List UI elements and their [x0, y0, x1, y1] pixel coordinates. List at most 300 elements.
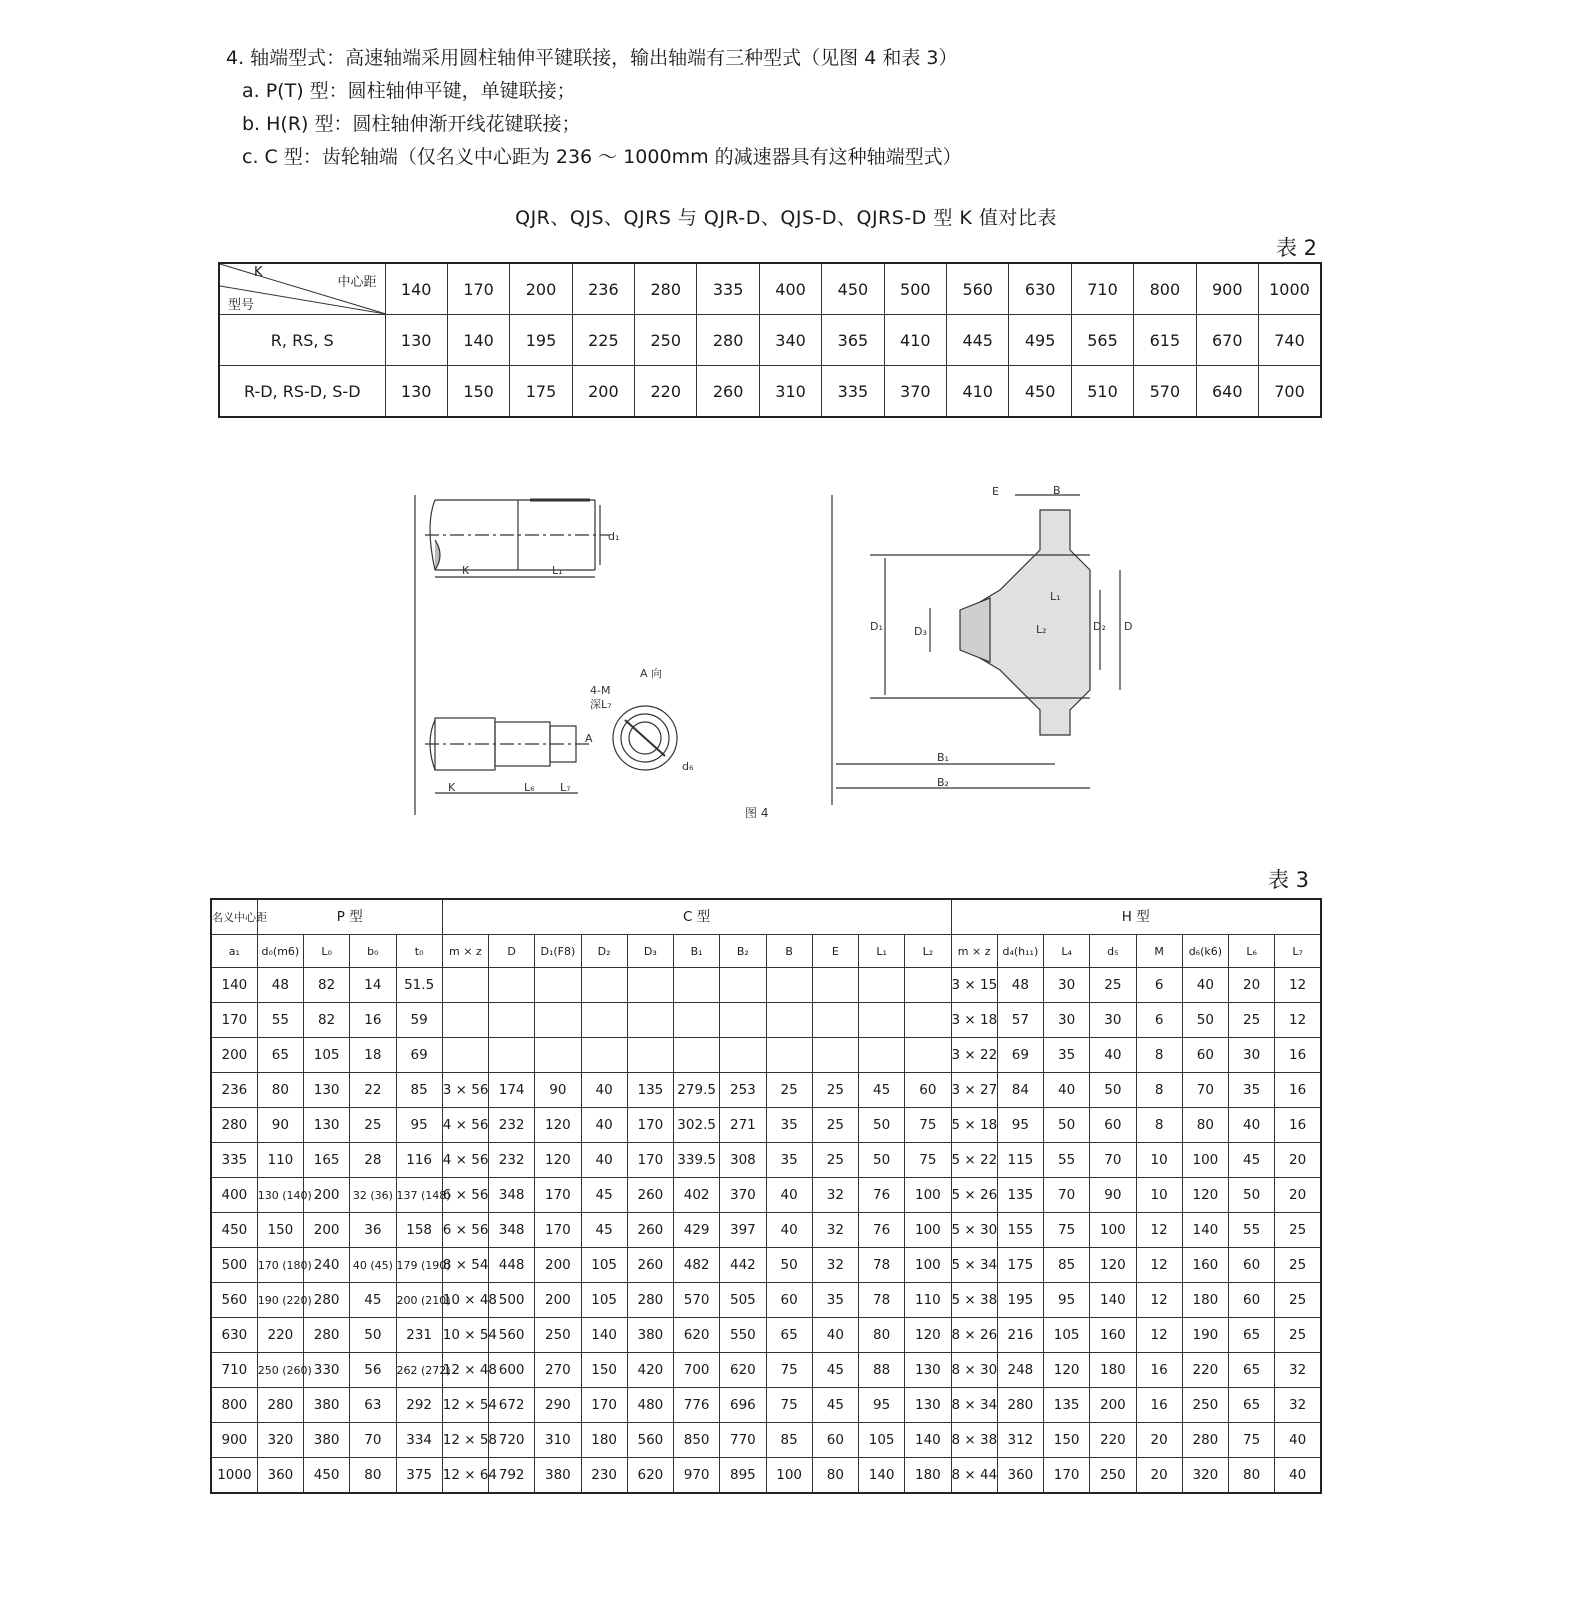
- table2-value-cell: 640: [1196, 366, 1258, 418]
- table3-cell: 480: [627, 1388, 673, 1423]
- table3-cell: 40: [766, 1178, 812, 1213]
- table3-row: [211, 1178, 1321, 1213]
- table3-cell: 135: [627, 1073, 673, 1108]
- table3-cell: 120: [535, 1143, 581, 1178]
- table3-cell: 32: [812, 1178, 858, 1213]
- table3-cell: 40: [581, 1073, 627, 1108]
- table3-cell: 100: [1090, 1213, 1136, 1248]
- table3-cell: 280: [997, 1388, 1043, 1423]
- table3-cell: 105: [581, 1283, 627, 1318]
- gear-hub: [960, 598, 990, 662]
- table3-header-cell: b₀: [350, 935, 396, 968]
- table3-header-cell: L₆: [1229, 935, 1275, 968]
- shaft-end-dimensions-table: [210, 898, 1322, 1494]
- table2-distance-cell: 450: [822, 263, 884, 315]
- table3-cell: [674, 968, 720, 1003]
- table3-cell: [674, 1003, 720, 1038]
- table3-cell: 50: [859, 1143, 905, 1178]
- table3-cell: [535, 1038, 581, 1073]
- table2-value-cell: 495: [1009, 315, 1071, 366]
- table3-cell: 170: [535, 1213, 581, 1248]
- table2-value-cell: 740: [1258, 315, 1321, 366]
- table3-cell: 320: [257, 1423, 303, 1458]
- table3-cell: 100: [905, 1248, 951, 1283]
- table3-cell: [535, 1003, 581, 1038]
- table3-cell: [859, 968, 905, 1003]
- label-d3: D₃: [914, 625, 927, 638]
- table3-row: [211, 1143, 1321, 1178]
- table3-cell: [627, 1038, 673, 1073]
- table3-cell: 550: [720, 1318, 766, 1353]
- table3-cell: 8 × 30: [951, 1353, 997, 1388]
- table3-cell: 672: [489, 1388, 535, 1423]
- table3-cell: 5 × 18: [951, 1108, 997, 1143]
- table3-cell: 190 (220): [257, 1283, 303, 1318]
- table2-value-cell: 200: [572, 366, 634, 418]
- table3-cell: 280: [1182, 1423, 1228, 1458]
- table2-distance-cell: 200: [510, 263, 572, 315]
- table2-distance-cell: 900: [1196, 263, 1258, 315]
- table3-cell: 158: [396, 1213, 442, 1248]
- table3-cell: [766, 1038, 812, 1073]
- table3-cell: [905, 1003, 951, 1038]
- table2-distance-cell: 170: [447, 263, 509, 315]
- table3-cell: 25: [812, 1108, 858, 1143]
- table3-cell: 450: [304, 1458, 350, 1494]
- table3-cell: 1000: [211, 1458, 257, 1494]
- table3-cell: 150: [1044, 1423, 1090, 1458]
- table3-cell: 360: [997, 1458, 1043, 1494]
- table3-cell: 230: [581, 1458, 627, 1494]
- table3-cell: 570: [674, 1283, 720, 1318]
- table3-cell: 10: [1136, 1178, 1182, 1213]
- table3-header-cell: B: [766, 935, 812, 968]
- table3-cell: 50: [1229, 1178, 1275, 1213]
- table3-header-cell: a₁: [211, 935, 257, 968]
- table3-cell: 14: [350, 968, 396, 1003]
- table3-cell: [581, 1038, 627, 1073]
- table3-cell: 280: [211, 1108, 257, 1143]
- table3-cell: 180: [581, 1423, 627, 1458]
- table3-cell: 8 × 38: [951, 1423, 997, 1458]
- table3-cell: 60: [812, 1423, 858, 1458]
- table2-row: [219, 366, 1321, 418]
- table3-cell: 140: [211, 968, 257, 1003]
- table3-header-cell: D₁(F8): [535, 935, 581, 968]
- corner-k: K: [254, 265, 263, 280]
- label-ds: d₆: [682, 760, 694, 773]
- table2-corner-cell: [219, 263, 385, 315]
- table2-distance-cell: 560: [947, 263, 1009, 315]
- table3-cell: 4 × 56: [442, 1143, 488, 1178]
- table3-cell: 170: [1044, 1458, 1090, 1494]
- table3-cell: 85: [766, 1423, 812, 1458]
- table2-value-cell: 570: [1134, 366, 1196, 418]
- table3-cell: 792: [489, 1458, 535, 1494]
- table3-cell: 50: [859, 1108, 905, 1143]
- table3-cell: 250 (260): [257, 1353, 303, 1388]
- table3-header-cell: D₃: [627, 935, 673, 968]
- table3-cell: 130 (140): [257, 1178, 303, 1213]
- table3-cell: 80: [812, 1458, 858, 1494]
- table3-cell: 200: [304, 1213, 350, 1248]
- table3-cell: 135: [997, 1178, 1043, 1213]
- table3-cell: 5 × 26: [951, 1178, 997, 1213]
- table3-cell: 429: [674, 1213, 720, 1248]
- table3-cell: 16: [1136, 1353, 1182, 1388]
- table3-cell: 696: [720, 1388, 766, 1423]
- table3-cell: 12: [1275, 968, 1321, 1003]
- table3-cell: 60: [1182, 1038, 1228, 1073]
- table3-cell: 82: [304, 1003, 350, 1038]
- table3-cell: 110: [905, 1283, 951, 1318]
- table3-cell: 280: [304, 1283, 350, 1318]
- table3-tag: 表 3: [1268, 868, 1310, 892]
- table3-cell: 80: [1229, 1458, 1275, 1494]
- table3-cell: [905, 968, 951, 1003]
- table3-cell: 50: [1182, 1003, 1228, 1038]
- shaft-end-figure: [400, 480, 1160, 830]
- table3-cell: [442, 1003, 488, 1038]
- table3-cell: [581, 968, 627, 1003]
- table3-cell: 180: [1090, 1353, 1136, 1388]
- table3-header-cell: L₁: [859, 935, 905, 968]
- table3-cell: 895: [720, 1458, 766, 1494]
- table3-cell: 50: [766, 1248, 812, 1283]
- table3-cell: 12 × 54: [442, 1388, 488, 1423]
- table3-cell: 150: [257, 1213, 303, 1248]
- table3-cell: 620: [627, 1458, 673, 1494]
- table3-cell: 271: [720, 1108, 766, 1143]
- table3-cell: 720: [489, 1423, 535, 1458]
- table3-cell: 56: [350, 1353, 396, 1388]
- table3-cell: 175: [997, 1248, 1043, 1283]
- table2-distance-cell: 140: [385, 263, 447, 315]
- table3-cell: [489, 968, 535, 1003]
- table3-cell: 95: [859, 1388, 905, 1423]
- table3-cell: 75: [766, 1353, 812, 1388]
- table3-cell: 28: [350, 1143, 396, 1178]
- table3-row: [211, 1283, 1321, 1318]
- table3-cell: 236: [211, 1073, 257, 1108]
- label-d1: d₁: [608, 530, 620, 543]
- table3-cell: [766, 968, 812, 1003]
- table3-cell: 60: [766, 1283, 812, 1318]
- table3-cell: 57: [997, 1003, 1043, 1038]
- table3-cell: 69: [997, 1038, 1043, 1073]
- table2-distance-cell: 400: [759, 263, 821, 315]
- table3-cell: 40: [581, 1108, 627, 1143]
- label-4m: 4-M: [590, 684, 611, 697]
- table3-cell: 174: [489, 1073, 535, 1108]
- table3-cell: 35: [812, 1283, 858, 1318]
- table3-cell: 130: [905, 1388, 951, 1423]
- diagonal-header: [220, 264, 385, 314]
- table2-distance-cell: 1000: [1258, 263, 1321, 315]
- table3-cell: [720, 1003, 766, 1038]
- table3-cell: 10 × 54: [442, 1318, 488, 1353]
- table3-row: [211, 1073, 1321, 1108]
- table3-cell: 35: [766, 1108, 812, 1143]
- table3-cell: 30: [1044, 968, 1090, 1003]
- table3-cell: 3 × 22: [951, 1038, 997, 1073]
- table3-cell: 25: [1275, 1248, 1321, 1283]
- table3-cell: 25: [1275, 1283, 1321, 1318]
- table3-cell: 80: [350, 1458, 396, 1494]
- table3-cell: 75: [905, 1143, 951, 1178]
- label-l6: L₆: [524, 781, 535, 794]
- table2-row-label: R-D, RS-D, S-D: [219, 366, 385, 418]
- table3-cell: 179 (190): [396, 1248, 442, 1283]
- table3-cell: 195: [997, 1283, 1043, 1318]
- table3-cell: 170: [627, 1143, 673, 1178]
- table3-cell: [442, 968, 488, 1003]
- table3-cell: 120: [1182, 1178, 1228, 1213]
- table3-row: [211, 968, 1321, 1003]
- table3-cell: 32: [812, 1213, 858, 1248]
- table3-cell: 6 × 56: [442, 1213, 488, 1248]
- table3-cell: 40: [1275, 1423, 1321, 1458]
- table3-cell: 200 (210): [396, 1283, 442, 1318]
- table3-cell: 8 × 44: [951, 1458, 997, 1494]
- table3-cell: [905, 1038, 951, 1073]
- table2-value-cell: 220: [635, 366, 697, 418]
- table3-cell: 5 × 30: [951, 1213, 997, 1248]
- table3-cell: 170: [627, 1108, 673, 1143]
- table2-distance-cell: 630: [1009, 263, 1071, 315]
- table2-value-cell: 260: [697, 366, 759, 418]
- table3-cell: 20: [1229, 968, 1275, 1003]
- table3-cell: 40: [581, 1143, 627, 1178]
- label-l2: L₂: [1036, 623, 1047, 636]
- table3-cell: 12 × 58: [442, 1423, 488, 1458]
- table2-distance-cell: 236: [572, 263, 634, 315]
- table3-cell: 65: [1229, 1318, 1275, 1353]
- table3-cell: 32: [1275, 1388, 1321, 1423]
- table3-cell: 75: [905, 1108, 951, 1143]
- table3-cell: 8 × 26: [951, 1318, 997, 1353]
- table2-value-cell: 335: [822, 366, 884, 418]
- table3-cell: 51.5: [396, 968, 442, 1003]
- table3-cell: 90: [257, 1108, 303, 1143]
- table3-cell: 35: [1229, 1073, 1275, 1108]
- table3-cell: 45: [581, 1178, 627, 1213]
- table3-cell: 560: [211, 1283, 257, 1318]
- table3-cell: 50: [1090, 1073, 1136, 1108]
- table3-cell: 25: [1275, 1213, 1321, 1248]
- table3-cell: 16: [1275, 1038, 1321, 1073]
- table3-cell: 25: [1229, 1003, 1275, 1038]
- table3-cell: 348: [489, 1213, 535, 1248]
- table3-cell: 200: [1090, 1388, 1136, 1423]
- label-k: K: [462, 564, 470, 577]
- table3-header-cell: m × z: [951, 935, 997, 968]
- table3-cell: 25: [350, 1108, 396, 1143]
- table3-header-cell: D₂: [581, 935, 627, 968]
- table3-cell: 630: [211, 1318, 257, 1353]
- table3-cell: 100: [905, 1213, 951, 1248]
- table2-value-cell: 615: [1134, 315, 1196, 366]
- table3-row: [211, 1388, 1321, 1423]
- table3-cell: 16: [1275, 1108, 1321, 1143]
- label-b2: B₂: [937, 776, 949, 789]
- table3-row: [211, 1423, 1321, 1458]
- table3-cell: 80: [1182, 1108, 1228, 1143]
- table3-cell: 200: [304, 1178, 350, 1213]
- table3-cell: 380: [627, 1318, 673, 1353]
- table3-cell: 100: [766, 1458, 812, 1494]
- table3-cell: 50: [350, 1318, 396, 1353]
- table3-cell: 3 × 18: [951, 1003, 997, 1038]
- table3-cell: 55: [1229, 1213, 1275, 1248]
- table3-cell: 200: [535, 1283, 581, 1318]
- table3-cell: 8 × 34: [951, 1388, 997, 1423]
- table3-cell: 32: [812, 1248, 858, 1283]
- table2-distance-cell: 500: [884, 263, 946, 315]
- table3-cell: 500: [211, 1248, 257, 1283]
- table3-cell: 120: [1090, 1248, 1136, 1283]
- table3-cell: 75: [766, 1388, 812, 1423]
- table3-cell: 5 × 38: [951, 1283, 997, 1318]
- table3-cell: 110: [257, 1143, 303, 1178]
- intro-line-4: c. C 型：齿轮轴端（仅名义中心距为 236 ～ 1000mm 的减速器具有这种轴端型式）: [242, 146, 962, 168]
- table2-value-cell: 565: [1071, 315, 1133, 366]
- table3-cell: 3 × 27: [951, 1073, 997, 1108]
- table3-header-cell: m × z: [442, 935, 488, 968]
- table3-cell: 65: [766, 1318, 812, 1353]
- table3-cell: 20: [1136, 1458, 1182, 1494]
- table3-cell: 308: [720, 1143, 766, 1178]
- table3-cell: 6 × 56: [442, 1178, 488, 1213]
- table3-cell: 100: [905, 1178, 951, 1213]
- table2-value-cell: 700: [1258, 366, 1321, 418]
- table3-cell: 375: [396, 1458, 442, 1494]
- shaft-break-2: [430, 720, 435, 770]
- table2-value-cell: 250: [635, 315, 697, 366]
- table3-cell: 334: [396, 1423, 442, 1458]
- table3-cell: 55: [257, 1003, 303, 1038]
- table3-cell: 60: [905, 1073, 951, 1108]
- table3-header-cell: B₁: [674, 935, 720, 968]
- table2-value-cell: 175: [510, 366, 572, 418]
- table3-cell: 105: [581, 1248, 627, 1283]
- group-nominal-distance: 名义中心距: [211, 899, 257, 935]
- table3-cell: 262 (272): [396, 1353, 442, 1388]
- table3-cell: 75: [1044, 1213, 1090, 1248]
- table3-cell: 40: [1275, 1458, 1321, 1494]
- table3-cell: 60: [1229, 1283, 1275, 1318]
- table3-cell: 220: [1182, 1353, 1228, 1388]
- intro-line-3: b. H(R) 型：圆柱轴伸渐开线花键联接；: [242, 113, 581, 135]
- table3-cell: 75: [1229, 1423, 1275, 1458]
- table3-cell: 120: [905, 1318, 951, 1353]
- table3-cell: 16: [1275, 1073, 1321, 1108]
- table3-group-row: [211, 899, 1321, 935]
- table3-cell: 250: [1090, 1458, 1136, 1494]
- table3-cell: 69: [396, 1038, 442, 1073]
- gear-body: [975, 510, 1090, 735]
- table3-cell: 850: [674, 1423, 720, 1458]
- table3-cell: 335: [211, 1143, 257, 1178]
- table3-cell: 970: [674, 1458, 720, 1494]
- table3-cell: 6: [1136, 1003, 1182, 1038]
- table3-cell: 48: [997, 968, 1043, 1003]
- table3-cell: 25: [766, 1073, 812, 1108]
- table3-cell: [859, 1038, 905, 1073]
- table3-cell: 180: [1182, 1283, 1228, 1318]
- table2-distance-cell: 710: [1071, 263, 1133, 315]
- corner-model: 型号: [228, 298, 255, 313]
- intro-line-1: 4. 轴端型式：高速轴端采用圆柱轴伸平键联接，输出轴端有三种型式（见图 4 和表 3）: [226, 47, 958, 69]
- table3-cell: 25: [1275, 1318, 1321, 1353]
- intro-text: [226, 42, 962, 174]
- table3-cell: 70: [350, 1423, 396, 1458]
- table2-row-label: R, RS, S: [219, 315, 385, 366]
- table3-cell: 8: [1136, 1108, 1182, 1143]
- table3-row: [211, 1353, 1321, 1388]
- table3-cell: 165: [304, 1143, 350, 1178]
- table3-cell: 45: [1229, 1143, 1275, 1178]
- table2-value-cell: 195: [510, 315, 572, 366]
- label-deep: 深L₇: [590, 698, 612, 711]
- table3-cell: 710: [211, 1353, 257, 1388]
- table3-cell: 78: [859, 1283, 905, 1318]
- table3-cell: 10 × 48: [442, 1283, 488, 1318]
- table3-cell: 95: [396, 1108, 442, 1143]
- table3-cell: 339.5: [674, 1143, 720, 1178]
- table2-distance-cell: 335: [697, 263, 759, 315]
- table3-cell: 279.5: [674, 1073, 720, 1108]
- table3-cell: 620: [674, 1318, 720, 1353]
- table3-cell: 105: [304, 1038, 350, 1073]
- table3-cell: 220: [1090, 1423, 1136, 1458]
- table3-cell: 60: [1229, 1248, 1275, 1283]
- table3-cell: 45: [350, 1283, 396, 1318]
- table3-cell: 65: [1229, 1388, 1275, 1423]
- table3-cell: 32: [1275, 1353, 1321, 1388]
- table3-cell: 170: [535, 1178, 581, 1213]
- table3-cell: 8: [1136, 1073, 1182, 1108]
- table3-cell: 20: [1275, 1178, 1321, 1213]
- a-view-axis: [625, 720, 665, 756]
- label-a: A: [585, 732, 593, 745]
- table3-cell: 140: [1182, 1213, 1228, 1248]
- table2-value-cell: 140: [447, 315, 509, 366]
- label-d1-c: D₁: [870, 620, 883, 633]
- table3-header-cell: L₇: [1275, 935, 1321, 968]
- table3-cell: 248: [997, 1353, 1043, 1388]
- table3-cell: [489, 1038, 535, 1073]
- table3-cell: 600: [489, 1353, 535, 1388]
- table3-cell: 200: [535, 1248, 581, 1283]
- table3-cell: 232: [489, 1143, 535, 1178]
- table3-cell: 12: [1136, 1213, 1182, 1248]
- table3-cell: 220: [257, 1318, 303, 1353]
- label-k-2: K: [448, 781, 456, 794]
- table3-cell: [581, 1003, 627, 1038]
- table3-cell: 40: [812, 1318, 858, 1353]
- table3-header-cell: d₀(m6): [257, 935, 303, 968]
- table3-cell: 560: [627, 1423, 673, 1458]
- table3-cell: 770: [720, 1423, 766, 1458]
- table3-cell: 95: [997, 1108, 1043, 1143]
- table3-header-cell: d₆(k6): [1182, 935, 1228, 968]
- table3-cell: 250: [1182, 1388, 1228, 1423]
- table3-cell: 310: [535, 1423, 581, 1458]
- label-e: E: [992, 485, 999, 498]
- table3-cell: 12: [1136, 1283, 1182, 1318]
- table3-header-cell: d₅: [1090, 935, 1136, 968]
